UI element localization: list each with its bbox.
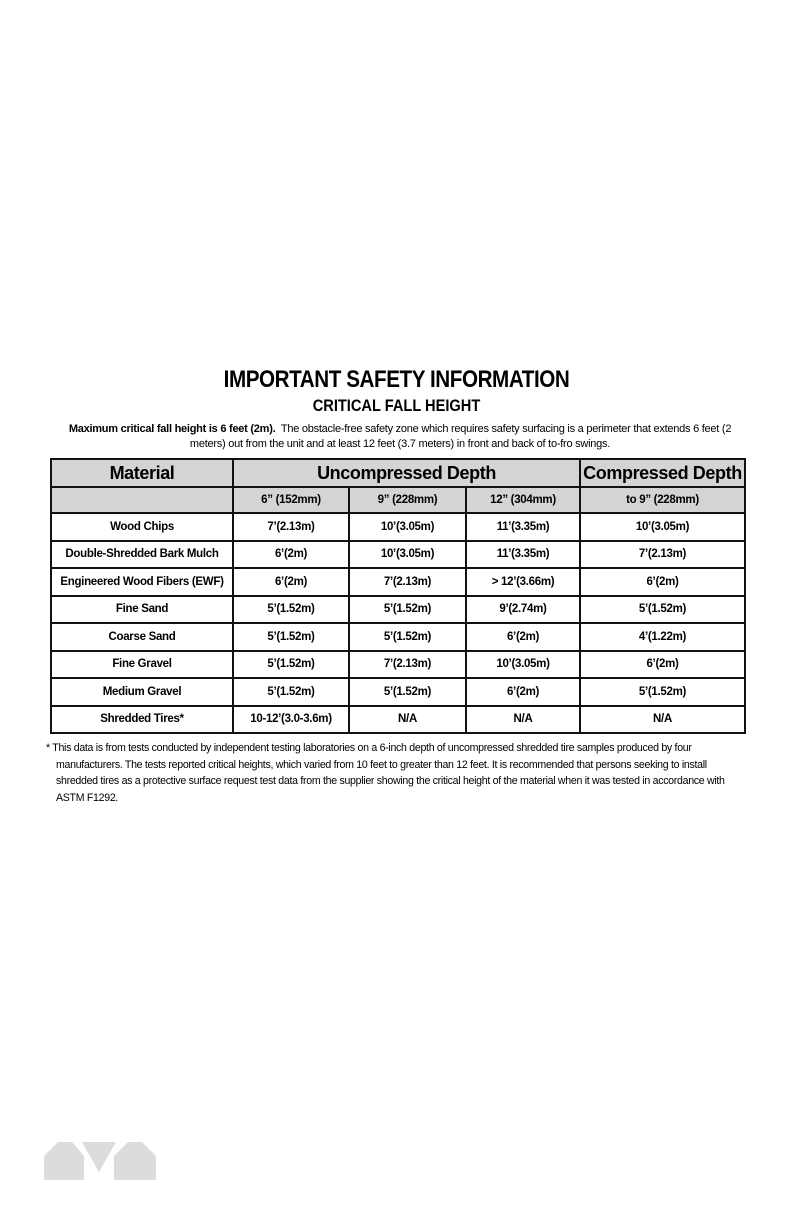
subheader-blank xyxy=(51,487,233,513)
material-cell: Double-Shredded Bark Mulch xyxy=(51,541,233,569)
subheader-12in: 12” (304mm) xyxy=(466,487,580,513)
material-cell: Medium Gravel xyxy=(51,678,233,706)
subheader-9in: 9” (228mm) xyxy=(349,487,466,513)
table-row xyxy=(51,596,745,624)
house-triangles-logo xyxy=(44,1142,156,1180)
material-cell: Wood Chips xyxy=(51,513,233,541)
depth-9in-cell: 5’(1.52m) xyxy=(349,678,466,706)
material-cell: Fine Gravel xyxy=(51,651,233,679)
table-subheader-row xyxy=(51,487,745,513)
material-cell: Engineered Wood Fibers (EWF) xyxy=(51,568,233,596)
depth-9in-cell: 7’(2.13m) xyxy=(349,651,466,679)
subheader-6in: 6” (152mm) xyxy=(233,487,349,513)
depth-9in-cell: N/A xyxy=(349,706,466,734)
intro-bold-lead: Maximum critical fall height is 6 feet (2m). xyxy=(68,423,276,435)
material-cell: Fine Sand xyxy=(51,596,233,624)
depth-9in-cell: 10’(3.05m) xyxy=(349,513,466,541)
compressed-cell: 5’(1.52m) xyxy=(580,678,745,706)
fall-height-table xyxy=(50,458,746,734)
depth-9in-cell: 10’(3.05m) xyxy=(349,541,466,569)
material-cell: Coarse Sand xyxy=(51,623,233,651)
header-compressed-depth: Compressed Depth xyxy=(580,459,745,487)
depth-6in-cell: 5’(1.52m) xyxy=(233,678,349,706)
depth-6in-cell: 6’(2m) xyxy=(233,568,349,596)
table-row xyxy=(51,651,745,679)
footnote xyxy=(46,740,746,806)
depth-6in-cell: 5’(1.52m) xyxy=(233,596,349,624)
depth-9in-cell: 5’(1.52m) xyxy=(349,623,466,651)
intro-text: The obstacle-free safety zone which requires safety surfacing is a perimeter that extends 6 feet (2 meters) out from the unit and at least 12 feet (3.7 meters) in front and back of to-fro swings. xyxy=(189,423,732,450)
depth-6in-cell: 7’(2.13m) xyxy=(233,513,349,541)
compressed-cell: 7’(2.13m) xyxy=(580,541,745,569)
logo-house-left-shape xyxy=(44,1142,84,1180)
compressed-cell: 6’(2m) xyxy=(580,568,745,596)
subheader-compressed-9in: to 9” (228mm) xyxy=(580,487,745,513)
page-subtitle: CRITICAL FALL HEIGHT xyxy=(312,396,481,415)
depth-6in-cell: 5’(1.52m) xyxy=(233,651,349,679)
depth-12in-cell: 6’(2m) xyxy=(466,623,580,651)
page-title: IMPORTANT SAFETY INFORMATION xyxy=(223,366,570,393)
depth-6in-cell: 6’(2m) xyxy=(233,541,349,569)
depth-12in-cell: > 12’(3.66m) xyxy=(466,568,580,596)
table-row xyxy=(51,541,745,569)
depth-12in-cell: 11’(3.35m) xyxy=(466,541,580,569)
depth-6in-cell: 10-12’(3.0-3.6m) xyxy=(233,706,349,734)
header-material: Material xyxy=(51,459,233,487)
compressed-cell: 10’(3.05m) xyxy=(580,513,745,541)
table-row xyxy=(51,623,745,651)
footnote-text: * This data is from tests conducted by independent testing laboratories on a 6-inch depth of uncompressed shredded tire samples produced by four manufacturers. The tests reported critical heights, which varied from 10 feet to greater than 12 feet. It is recommended that persons seeking to install shredded tires as a protective surface request test data from the supplier showing the critical height of the material when it was tested in accordance with ASTM F1292. xyxy=(46,742,725,804)
depth-12in-cell: 9’(2.74m) xyxy=(466,596,580,624)
header-uncompressed-depth: Uncompressed Depth xyxy=(233,459,580,487)
table-row xyxy=(51,513,745,541)
depth-9in-cell: 5’(1.52m) xyxy=(349,596,466,624)
depth-9in-cell: 7’(2.13m) xyxy=(349,568,466,596)
compressed-cell: 4’(1.22m) xyxy=(580,623,745,651)
intro-paragraph xyxy=(50,422,750,452)
depth-12in-cell: N/A xyxy=(466,706,580,734)
depth-6in-cell: 5’(1.52m) xyxy=(233,623,349,651)
table-row xyxy=(51,678,745,706)
table-row xyxy=(51,706,745,734)
compressed-cell: N/A xyxy=(580,706,745,734)
depth-12in-cell: 11’(3.35m) xyxy=(466,513,580,541)
table-header-row xyxy=(51,459,745,487)
material-cell: Shredded Tires* xyxy=(51,706,233,734)
compressed-cell: 5’(1.52m) xyxy=(580,596,745,624)
logo-triangle-shape xyxy=(82,1142,116,1172)
table-row xyxy=(51,568,745,596)
compressed-cell: 6’(2m) xyxy=(580,651,745,679)
depth-12in-cell: 10’(3.05m) xyxy=(466,651,580,679)
logo-house-right-shape xyxy=(114,1142,156,1180)
depth-12in-cell: 6’(2m) xyxy=(466,678,580,706)
